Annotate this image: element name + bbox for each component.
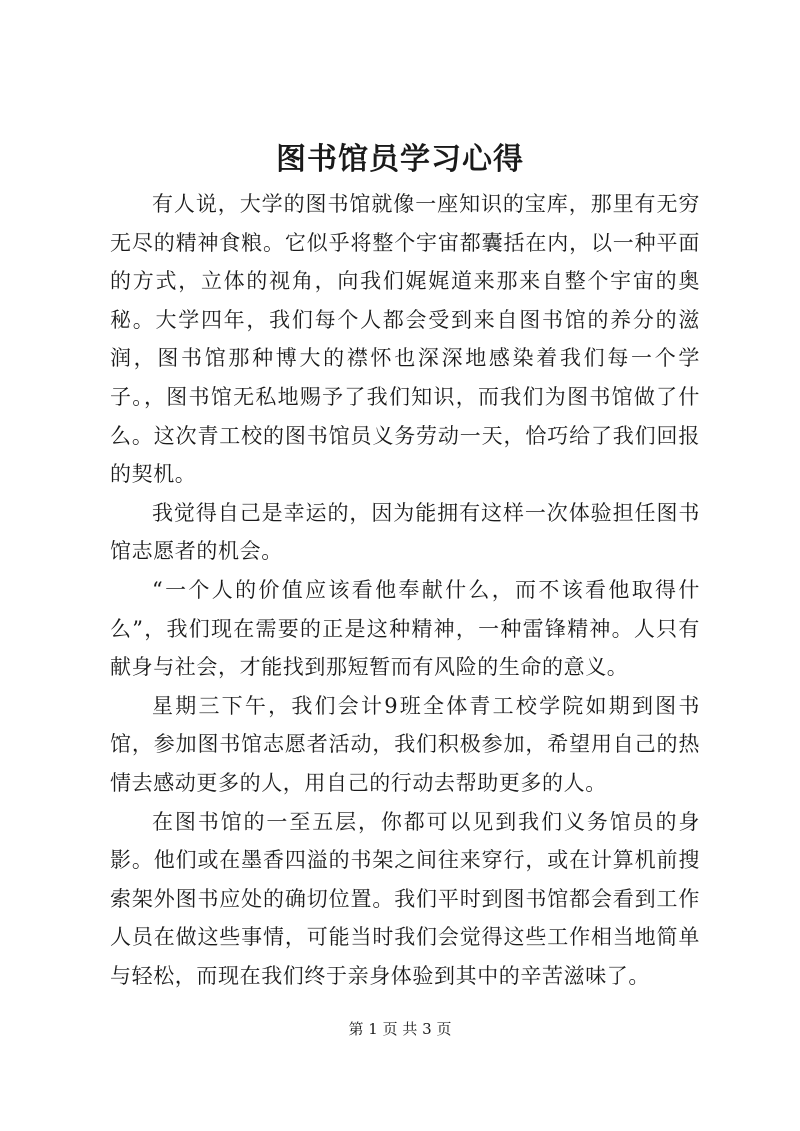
paragraph-5: 在图书馆的一至五层，你都可以见到我们义务馆员的身影。他们或在墨香四溢的书架之间往来穿行，或在计算机前搜索架外图书应处的确切位置。我们平时到图书馆都会看到工作人员在做这些事情，可能当时我们会觉得这些工作相当地简单与轻松，而现在我们终于亲身体验到其中的辛苦滋味了。 [110, 809, 700, 988]
page-footer: 第 1 页 共 3 页 [348, 1020, 452, 1038]
document-title: 图书馆员学习心得 [276, 142, 524, 177]
document-body [110, 185, 700, 995]
paragraph-1: 有人说，大学的图书馆就像一座知识的宝库，那里有无穷无尽的精神食粮。它似乎将整个宇宙都囊括在内，以一种平面的方式，立体的视角，向我们娓娓道来那来自整个宇宙的奥秘。大学四年，我们每个人都会受到来自图书馆的养分的滋润，图书馆那种博大的襟怀也深深地感染着我们每一个学子。，图书馆无私地赐予了我们知识，而我们为图书馆做了什么。这次青工校的图书馆员义务劳动一天，恰巧给了我们回报的契机。 [110, 192, 700, 487]
paragraph-2: 我觉得自己是幸运的，因为能拥有这样一次体验担任图书馆志愿者的机会。 [110, 500, 700, 564]
paragraph-4: 星期三下午，我们会计9班全体青工校学院如期到图书馆，参加图书馆志愿者活动，我们积极参加，希望用自己的热情去感动更多的人，用自己的行动去帮助更多的人。 [110, 693, 700, 795]
paragraph-3: “一个人的价值应该看他奉献什么，而不该看他取得什么”，我们现在需要的正是这种精神，一种雷锋精神。人只有献身与社会，才能找到那短暂而有风险的生命的意义。 [110, 577, 700, 680]
